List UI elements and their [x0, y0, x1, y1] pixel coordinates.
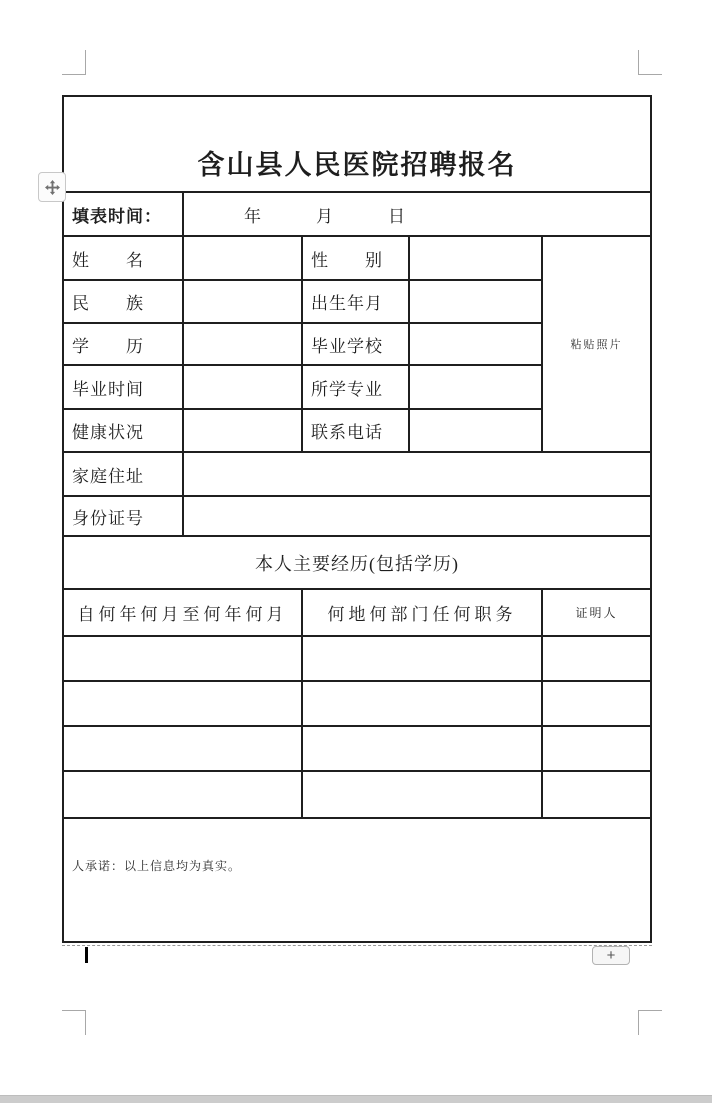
- id-number-label: 身份证号: [64, 497, 184, 537]
- experience-row3-period-cell[interactable]: [64, 727, 303, 772]
- text-cursor-caret: [85, 947, 88, 963]
- major-label: 所学专业: [303, 366, 410, 410]
- photo-paste-area[interactable]: 粘贴照片: [543, 237, 650, 453]
- experience-section-title: 本人主要经历(包括学历): [64, 537, 650, 590]
- fill-date-value-cell[interactable]: 年 月 日: [184, 193, 650, 237]
- add-page-button[interactable]: [592, 946, 630, 965]
- table-move-handle[interactable]: [38, 172, 66, 202]
- experience-row1-position-cell[interactable]: [303, 637, 543, 682]
- address-value-cell[interactable]: [184, 453, 650, 497]
- name-value-cell[interactable]: [184, 237, 303, 281]
- experience-row3-witness-cell[interactable]: [543, 727, 650, 772]
- experience-row2-position-cell[interactable]: [303, 682, 543, 727]
- plus-icon: +: [606, 947, 616, 964]
- application-form-table: [62, 95, 652, 943]
- phone-label: 联系电话: [303, 410, 410, 453]
- form-title: 含山县人民医院招聘报名: [64, 97, 650, 193]
- school-label: 毕业学校: [303, 324, 410, 366]
- birth-date-label: 出生年月: [303, 281, 410, 324]
- education-value-cell[interactable]: [184, 324, 303, 366]
- move-arrows-icon: [45, 180, 60, 195]
- fill-date-label: 填表时间：: [64, 193, 184, 237]
- health-label: 健康状况: [64, 410, 184, 453]
- crop-mark-top-right-icon: [638, 50, 662, 75]
- experience-row1-period-cell[interactable]: [64, 637, 303, 682]
- experience-column-period: 自何年何月至何年何月: [64, 590, 303, 637]
- experience-row4-period-cell[interactable]: [64, 772, 303, 819]
- experience-column-position: 何地何部门任何职务: [303, 590, 543, 637]
- education-label: 学 历: [64, 324, 184, 366]
- gender-label: 性 别: [303, 237, 410, 281]
- experience-row2-period-cell[interactable]: [64, 682, 303, 727]
- address-label: 家庭住址: [64, 453, 184, 497]
- school-value-cell[interactable]: [410, 324, 543, 366]
- crop-mark-bottom-right-icon: [638, 1010, 662, 1035]
- experience-row1-witness-cell[interactable]: [543, 637, 650, 682]
- name-label: 姓 名: [64, 237, 184, 281]
- crop-mark-top-left-icon: [62, 50, 86, 75]
- id-number-value-cell[interactable]: [184, 497, 650, 537]
- ethnic-label: 民 族: [64, 281, 184, 324]
- birth-date-value-cell[interactable]: [410, 281, 543, 324]
- graduation-time-label: 毕业时间: [64, 366, 184, 410]
- bottom-window-edge: [0, 1095, 712, 1103]
- phone-value-cell[interactable]: [410, 410, 543, 453]
- experience-row4-position-cell[interactable]: [303, 772, 543, 819]
- experience-column-witness: 证明人: [543, 590, 650, 637]
- commitment-text-cell[interactable]: 人承诺：以上信息均为真实。: [72, 859, 242, 873]
- graduation-time-value-cell[interactable]: [184, 366, 303, 410]
- health-value-cell[interactable]: [184, 410, 303, 453]
- crop-mark-bottom-left-icon: [62, 1010, 86, 1035]
- experience-row2-witness-cell[interactable]: [543, 682, 650, 727]
- experience-row3-position-cell[interactable]: [303, 727, 543, 772]
- gender-value-cell[interactable]: [410, 237, 543, 281]
- ethnic-value-cell[interactable]: [184, 281, 303, 324]
- page-boundary-dashed-line: [62, 945, 652, 946]
- major-value-cell[interactable]: [410, 366, 543, 410]
- experience-row4-witness-cell[interactable]: [543, 772, 650, 819]
